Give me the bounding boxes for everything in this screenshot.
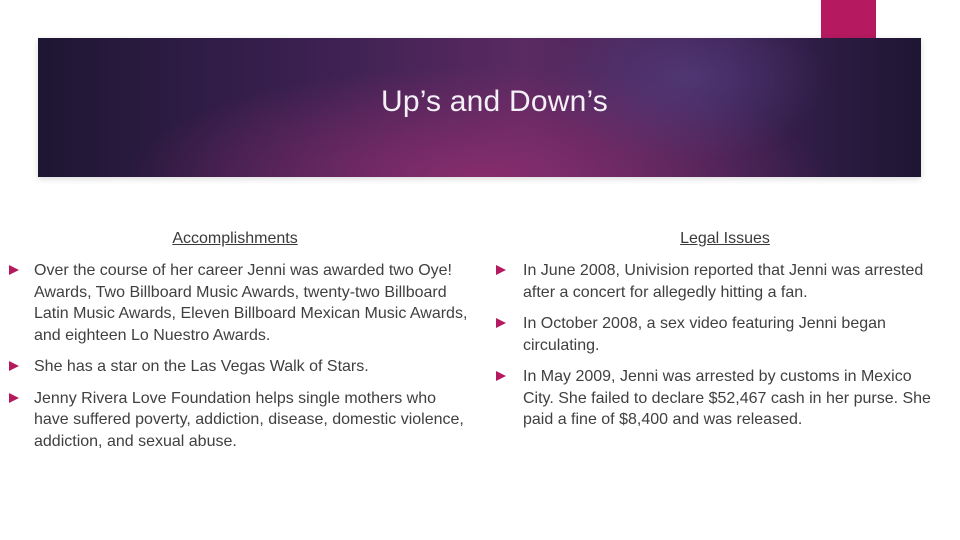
triangle-bullet-icon: [9, 361, 19, 371]
triangle-bullet-icon: [496, 265, 506, 275]
triangle-bullet-icon: [9, 265, 19, 275]
accomplishments-heading: Accomplishments: [172, 230, 298, 247]
list-item-text: Over the course of her career Jenni was awarded two Oye! Awards, Two Billboard Music Awards, twenty-two Billboard Latin Music Awards, Eleven Billboard Mexican Music Awards, and eighteen Lo Nuestro Awards.: [34, 262, 468, 344]
legal-issues-list: [490, 260, 950, 431]
list-item-text: In October 2008, a sex video featuring Jenni began circulating.: [523, 315, 886, 354]
triangle-bullet-icon: [9, 393, 19, 403]
list-item: [0, 260, 470, 346]
list-item: [490, 313, 943, 356]
list-item: [490, 260, 943, 303]
triangle-bullet-icon: [496, 318, 506, 328]
legal-issues-heading: Legal Issues: [680, 230, 770, 247]
triangle-bullet-icon: [496, 371, 506, 381]
slide-title: Up’s and Down’s: [380, 85, 609, 118]
accomplishments-column: [0, 228, 480, 462]
list-item-text: In May 2009, Jenni was arrested by customs in Mexico City. She failed to declare $52,467 cash in her purse. She paid a fine of $8,400 and was released.: [523, 368, 931, 428]
list-item-text: In June 2008, Univision reported that Jenni was arrested after a concert for allegedly hitting a fan.: [523, 262, 924, 301]
list-item: [0, 388, 470, 453]
list-item-text: She has a star on the Las Vegas Walk of Stars.: [34, 358, 369, 375]
accomplishments-list: [0, 260, 480, 452]
list-item: [0, 356, 470, 378]
list-item-text: Jenny Rivera Love Foundation helps single mothers who have suffered poverty, addiction, disease, domestic violence, addiction, and sexual abuse.: [34, 389, 464, 450]
legal-issues-column: [490, 228, 950, 441]
list-item: [490, 366, 943, 431]
title-band: [38, 38, 921, 177]
